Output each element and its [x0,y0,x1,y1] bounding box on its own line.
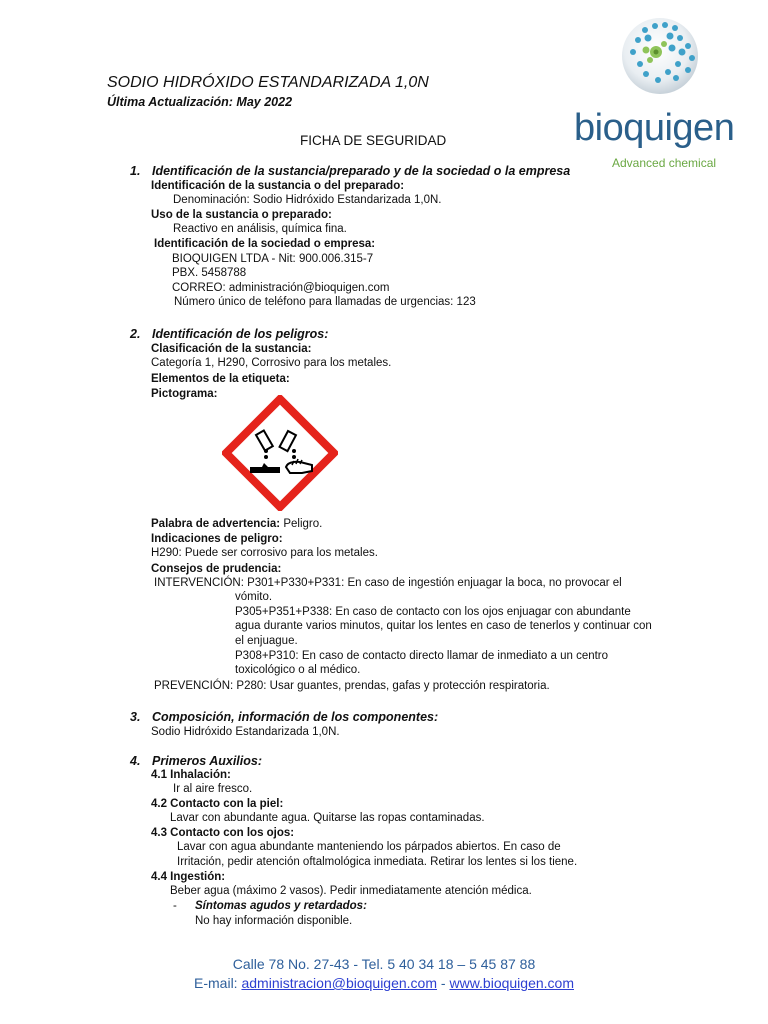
website-link[interactable]: www.bioquigen.com [449,975,574,991]
field-label: Indicaciones de peligro: [151,533,283,545]
footer-address: Calle 78 No. 27-43 - Tel. 5 40 34 18 – 5 45 87 88 [232,956,536,972]
hazard-statement: H290: Puede ser corrosivo para los metales. [151,547,378,559]
section-number: 3. [130,710,141,724]
field-label: Consejos de prudencia: [151,563,282,575]
field-label: 4.1 Inhalación: [151,769,231,781]
footer-separator: - [437,975,450,991]
field-value: Categoría 1, H290, Corrosivo para los metales. [151,357,392,369]
section-4-heading [130,754,262,768]
bullet-dash: - [173,900,177,912]
document-title: SODIO HIDRÓXIDO ESTANDARIZADA 1,0N [107,74,429,91]
section-title: Composición, información de los componentes: [152,710,439,724]
precaution-line: toxicológico o al médico. [235,664,361,676]
field-label: Identificación de la sociedad o empresa: [154,238,376,250]
field-label: Clasificación de la sustancia: [151,343,312,355]
field-label: Palabra de advertencia: [151,518,281,530]
last-updated: Última Actualización: May 2022 [107,95,293,109]
field-value: Lavar con abundante agua. Quitarse las ropas contaminadas. [170,812,485,824]
email-label: E-mail: [194,975,242,991]
precaution-line: P305+P351+P338: En caso de contacto con los ojos enjuagar con abundante [235,606,631,618]
precaution-line: vómito. [235,591,273,603]
field-label: Síntomas agudos y retardados: [195,900,367,912]
field-value: Irritación, pedir atención oftalmológica inmediata. Retirar los lentes si los tiene. [177,856,578,868]
field-value: Lavar con agua abundante manteniendo los párpados abiertos. En caso de [177,841,561,853]
field-label: Elementos de la etiqueta: [151,373,290,385]
field-value: Ir al aire fresco. [173,783,253,795]
precaution-line: agua durante varios minutos, quitar los lentes en caso de tenerlos y continuar con [235,620,652,632]
document-type-heading: FICHA DE SEGURIDAD [300,133,447,148]
company-phone: PBX. 5458788 [172,267,247,279]
field-value: No hay información disponible. [195,915,353,927]
section-title: Identificación de la sustancia/preparado y de la sociedad o la empresa [152,164,571,178]
globe-logo-icon [560,12,760,177]
section-3-heading [130,710,438,724]
emergency-phone: Número único de teléfono para llamadas de urgencias: 123 [174,296,476,308]
section-1-heading [130,164,570,178]
field-label: 4.3 Contacto con los ojos: [151,827,295,839]
corrosive-pictogram-icon [222,395,338,511]
field-label: 4.4 Ingestión: [151,871,226,883]
section-2-heading [130,327,328,341]
section-title: Identificación de los peligros: [152,327,329,341]
brand-name: bioquigen [574,107,735,149]
field-label: Uso de la sustancia o preparado: [151,209,332,221]
field-value: Beber agua (máximo 2 vasos). Pedir inmediatamente atención médica. [170,885,532,897]
precaution-line: INTERVENCIÓN: P301+P330+P331: En caso de ingestión enjuagar la boca, no provocar el [154,577,622,589]
section-title: Primeros Auxilios: [152,754,262,768]
field-label: Identificación de la sustancia o del preparado: [151,180,405,192]
company-email: CORREO: administración@bioquigen.com [172,282,390,294]
company-name: BIOQUIGEN LTDA - Nit: 900.006.315-7 [172,253,374,265]
section-number: 1. [130,164,141,178]
email-link[interactable]: administracion@bioquigen.com [241,975,438,991]
field-value: Peligro. [280,518,323,530]
precaution-line: el enjuague. [235,635,298,647]
section-number: 4. [130,754,141,768]
section-number: 2. [130,327,141,341]
field-value: Reactivo en análisis, química fina. [173,223,347,235]
field-label: 4.2 Contacto con la piel: [151,798,284,810]
field-value: Sodio Hidróxido Estandarizada 1,0N. [151,726,340,738]
signal-word [151,518,322,530]
brand-tagline: Advanced chemical [612,156,717,170]
footer-contact [0,975,768,991]
field-label: Pictograma: [151,388,218,400]
field-value: Denominación: Sodio Hidróxido Estandarizada 1,0N. [173,194,442,206]
company-logo [560,12,760,177]
precaution-line: P308+P310: En caso de contacto directo llamar de inmediato a un centro [235,650,609,662]
precaution-line: PREVENCIÓN: P280: Usar guantes, prendas, gafas y protección respiratoria. [154,680,550,692]
